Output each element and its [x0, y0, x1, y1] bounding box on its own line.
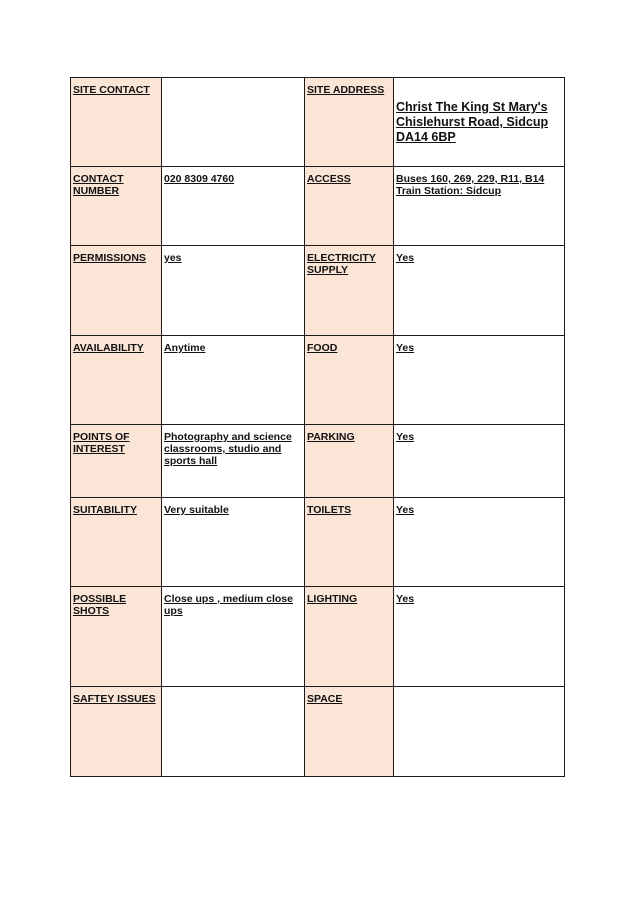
- row-permissions-electricity: [71, 246, 565, 336]
- access-value: Buses 160, 269, 229, R11, B14 Train Station: Sidcup: [394, 167, 565, 246]
- permissions-label: PERMISSIONS: [71, 246, 162, 336]
- space-value: [394, 687, 565, 777]
- access-label: ACCESS: [305, 167, 394, 246]
- site-contact-value: [162, 78, 305, 167]
- toilets-label: TOILETS: [305, 498, 394, 587]
- row-suitability-toilets: [71, 498, 565, 587]
- safety-issues-label: SAFTEY ISSUES: [71, 687, 162, 777]
- availability-value: Anytime: [162, 336, 305, 425]
- lighting-label: LIGHTING: [305, 587, 394, 687]
- suitability-label: SUITABILITY: [71, 498, 162, 587]
- parking-label: PARKING: [305, 425, 394, 498]
- contact-number-label: CONTACT NUMBER: [71, 167, 162, 246]
- row-site: [71, 78, 565, 167]
- row-contact-access: [71, 167, 565, 246]
- lighting-value: Yes: [394, 587, 565, 687]
- site-address-label: SITE ADDRESS: [305, 78, 394, 167]
- points-of-interest-value: Photography and science classrooms, studio and sports hall: [162, 425, 305, 498]
- row-availability-food: [71, 336, 565, 425]
- row-shots-lighting: [71, 587, 565, 687]
- parking-value: Yes: [394, 425, 565, 498]
- possible-shots-label: POSSIBLE SHOTS: [71, 587, 162, 687]
- food-label: FOOD: [305, 336, 394, 425]
- row-interest-parking: [71, 425, 565, 498]
- site-address-value: Christ The King St Mary's Chislehurst Road, Sidcup DA14 6BP: [394, 78, 565, 167]
- availability-label: AVAILABILITY: [71, 336, 162, 425]
- toilets-value: Yes: [394, 498, 565, 587]
- food-value: Yes: [394, 336, 565, 425]
- location-recce-table: [70, 77, 565, 777]
- site-contact-label: SITE CONTACT: [71, 78, 162, 167]
- suitability-value: Very suitable: [162, 498, 305, 587]
- row-safety-space: [71, 687, 565, 777]
- points-of-interest-label: POINTS OF INTEREST: [71, 425, 162, 498]
- space-label: SPACE: [305, 687, 394, 777]
- electricity-supply-label: ELECTRICITY SUPPLY: [305, 246, 394, 336]
- possible-shots-value: Close ups , medium close ups: [162, 587, 305, 687]
- permissions-value: yes: [162, 246, 305, 336]
- contact-number-value: 020 8309 4760: [162, 167, 305, 246]
- safety-issues-value: [162, 687, 305, 777]
- electricity-supply-value: Yes: [394, 246, 565, 336]
